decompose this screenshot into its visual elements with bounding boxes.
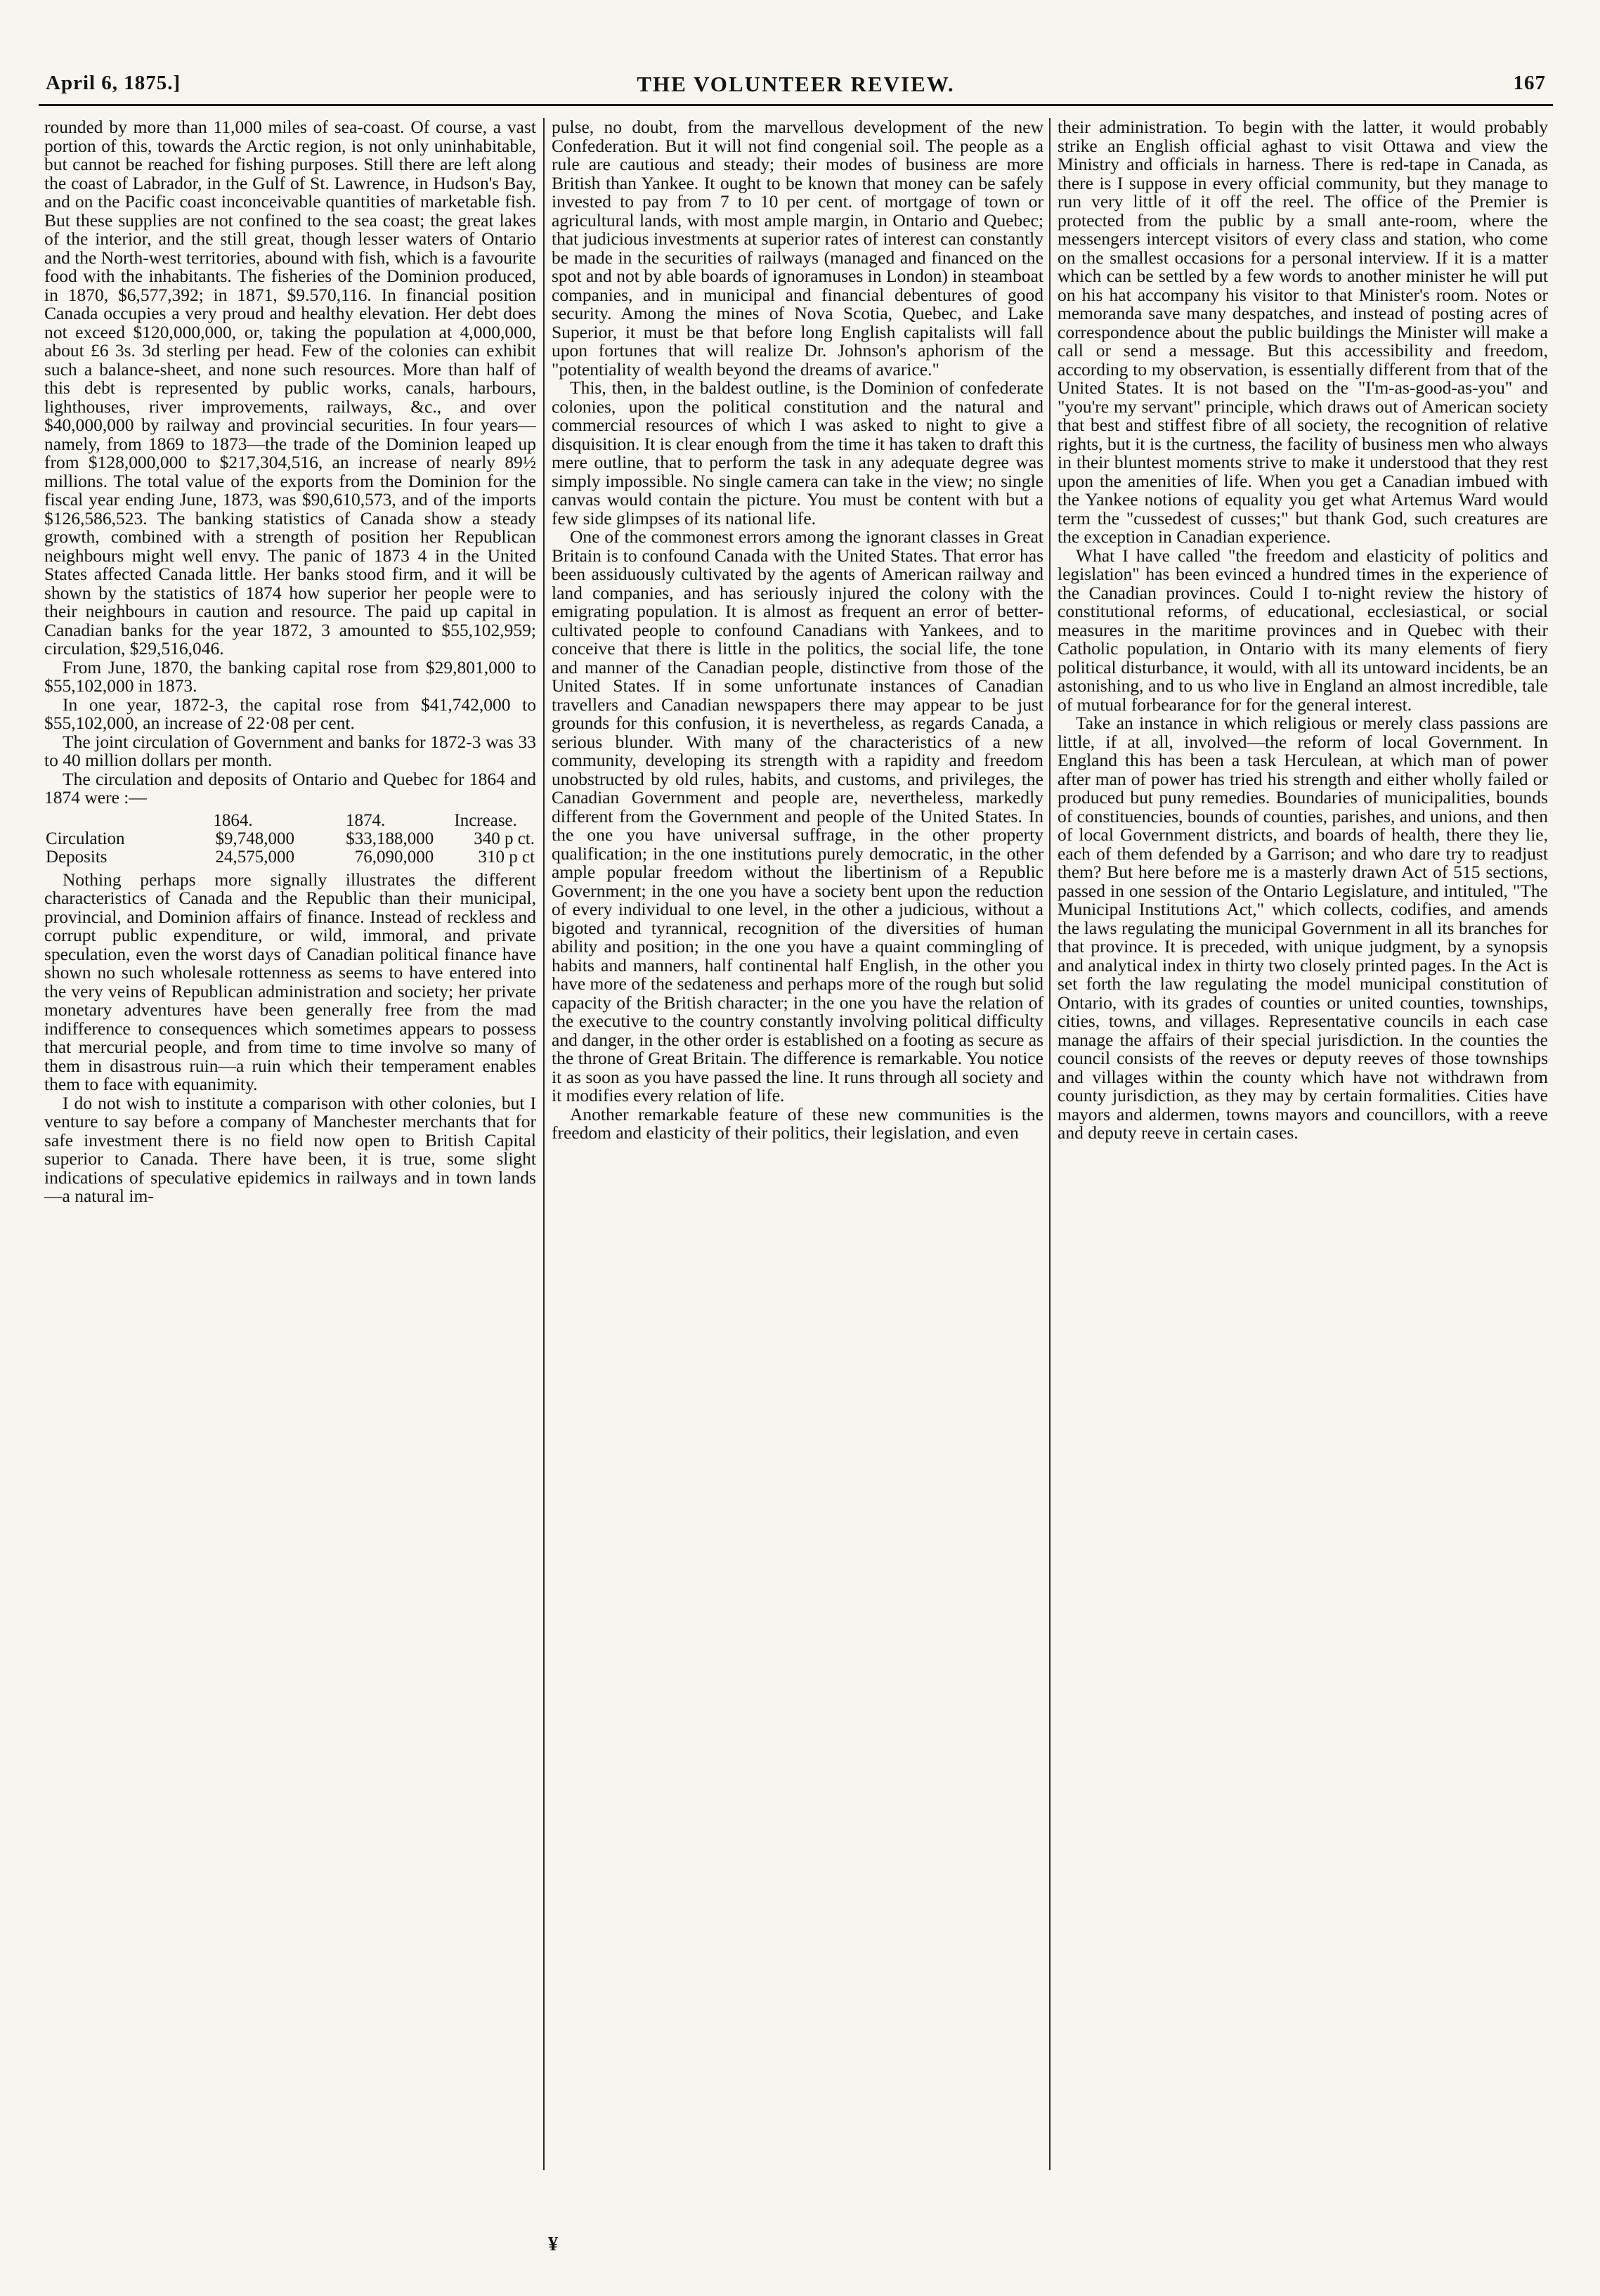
column-3 bbox=[1058, 118, 1548, 2170]
article-paragraph: Nothing perhaps more signally illustrates the different characteristics of Canada and the Republic than their municipal, provincial, and Dominion affairs of finance. Instead of reckless and corrupt public expenditure, or wild, immoral, and private speculation, even the worst days of Canadian political finance have shown no such wholesale rottenness as seems to have entered into the very veins of Republican administration and society; her private monetary adventures have been generally free from the mad indifference to consequences which sometimes appears to possess that mercurial people, and from time to time involve so many of them in disastrous ruin—a ruin which their temperament enables them to face with equanimity. bbox=[44, 869, 536, 1094]
column-divider bbox=[543, 118, 545, 2170]
table-row bbox=[44, 848, 536, 867]
article-paragraph: The joint circulation of Government and banks for 1872-3 was 33 to 40 million dollars per month. bbox=[44, 731, 536, 770]
article-paragraph: their administration. To begin with the latter, it would probably strike an English official aghast to visit Ottawa and view the Ministry and officials in harness. There is red-tape in Canada, as there is I suppose in every official community, but they manage to run very little of it off the reel. The office of the Premier is protected from the public by a small ante-room, where the messengers intercept visitors of every class and station, who come on the smallest occasions for a personal interview. If it is a matter which can be settled by a few words to another minister he will put on his hat accompany his visitor to that Minister's room. Notes or memoranda save many despatches, and instead of posting acres of correspondence about the public buildings the Minister will make a call or send a message. But this accessibility and freedom, according to my observation, is essentially different from that of the United States. It is not based on the "I'm-as-good-as-you" and "you're my servant" principle, which draws out of American society that best and stiffest fibre of all society, the recognition of relative rights, but it is the curtness, the facility of business men who always in their bluntest moments strive to make it understood that they rest upon the amenities of life. When you get a Canadian imbued with the Yankee notions of equality you get what Artemus Ward would term the "cussedest of cusses;" but thank God, such creatures are the exception in Canadian experience. bbox=[1058, 118, 1548, 547]
article-paragraph: What I have called "the freedom and elasticity of politics and legislation" has been evinced a hundred times in the experience of the Canadian provinces. Could I to-night review the history of constitutional reforms, of educational, ecclesiastical, or social measures in the maritime provinces and in Quebec with their Catholic population, in Ontario with its many elements of fiery political disturbance, it would, with all its untoward incidents, be an astonishing, and to us who live in England an almost incredible, tale of mutual forbearance for for the general interest. bbox=[1058, 545, 1548, 715]
table-header-cell: 1874. bbox=[346, 810, 386, 830]
footer-mark: ¥ bbox=[548, 2233, 558, 2255]
table-cell: Circulation bbox=[46, 829, 125, 848]
table-cell: $33,188,000 bbox=[346, 829, 434, 848]
table-cell: Deposits bbox=[46, 847, 108, 867]
article-paragraph: From June, 1870, the banking capital rose from $29,801,000 to $55,102,000 in 1873. bbox=[44, 656, 536, 696]
publication-title: THE VOLUNTEER REVIEW. bbox=[637, 72, 955, 96]
table-cell: 310 p ct bbox=[478, 847, 535, 867]
article-paragraph: This, then, in the baldest outline, is the Dominion of confederate colonies, upon the political constitution and the natural and commercial resources of which I was asked to night to give a disquisition. It is clear enough from the time it has taken to draft this mere outline, that to perform the task in any adequate degree was simply impossible. No single camera can take in the view; no single canvas would contain the picture. You must be content with but a few side glimpses of its national life. bbox=[552, 377, 1043, 528]
table-cell: 24,575,000 bbox=[215, 847, 295, 867]
article-paragraph: Take an instance in which religious or merely class passions are little, if at all, involved—the reform of local Government. In England this has been a task Herculean, at which man of power after man of power has tried his strength and either wholly failed or produced but puny remedies. Boundaries of municipalities, bounds of constituencies, bounds of counties, parishes, and unions, and then of local Government districts, and boards of health, there they lie, each of them defended by a Garrison; and who dare try to readjust them? But here before me is a masterly drawn Act of 515 sections, passed in one session of the Ontario Legislature, and intituled, "The Municipal Institutions Act," which collects, codifies, and amends the laws regulating the municipal Government in all its branches for that province. It is preceded, with unique judgment, by a synopsis and analytical index in thirty two closely printed pages. In the Act is set forth the law regulating the model municipal constitution of Ontario, with its grades of counties or united counties, townships, cities, towns, and villages. Representative councils in each case manage the affairs of their special jurisdiction. In the counties the council consists of the reeves or deputy reeves of those townships and villages within the county which have not withdrawn from county jurisdiction, as they may by certain formalities. Cities have mayors and aldermen, towns mayors and councillors, with a reeve and deputy reeve in certain cases. bbox=[1058, 713, 1548, 1143]
table-header-cell bbox=[44, 812, 170, 830]
issue-date: April 6, 1875.] bbox=[46, 72, 181, 94]
column-2 bbox=[552, 118, 1043, 2170]
article-body bbox=[39, 118, 1553, 2170]
article-paragraph: I do not wish to institute a comparison with other colonies, but I venture to say before a company of Manchester merchants that for safe investment there is no field now open to British Capital superior to Canada. There have been, it is true, some slight indications of speculative epidemics in railways and in town lands—a natural im- bbox=[44, 1092, 536, 1206]
page-header bbox=[39, 21, 1553, 106]
circulation-deposits-table bbox=[44, 812, 536, 867]
table-cell: 340 p ct. bbox=[474, 829, 535, 848]
article-paragraph: rounded by more than 11,000 miles of sea-coast. Of course, a vast portion of this, towards the Arctic region, is not only uninhabitable, but cannot be reached for fishing purposes. Still there are left along the coast of Labrador, in the Gulf of St. Lawrence, in Hudson's Bay, and on the Pacific coast inconceivable quantities of marketable fish. But these supplies are not confined to the sea coast; the great lakes of the interior, and the still great, though lesser waters of Ontario and the North-west territories, abound with fish, which is a favourite food with the inhabitants. The fisheries of the Dominion produced, in 1870, $6,577,392; in 1871, $9.570,116. In financial position Canada occupies a very proud and healthy elevation. Her debt does not exceed $120,000,000, or, taking the population at 4,000,000, about £6 3s. 3d sterling per head. Few of the colonies can exhibit such a balance-sheet, and none such resources. More than half of this debt is represented by public works, canals, harbours, lighthouses, river improvements, railways, &c., and over $40,000,000 by railway and provincial securities. In four years—namely, from 1869 to 1873—the trade of the Dominion leaped up from $128,000,000 to $217,304,516, an increase of nearly 89½ millions. The total value of the exports from the Dominion for the fiscal year ending June, 1873, was $90,610,573, and of the imports $126,586,523. The banking statistics of Canada show a steady growth, combined with a strength of position her Republican neighbours might well envy. The panic of 1873 4 in the United States affected Canada little. Her banks stood firm, and it will be shown by the statistics of 1874 how superior her people were to their neighbours in caution and resource. The paid up capital in Canadian banks for the year 1872, 3 amounted to $55,102,959; circulation, $29,516,046. bbox=[44, 118, 536, 659]
article-paragraph: pulse, no doubt, from the marvellous development of the new Confederation. But it will not find congenial soil. The people as a rule are cautious and steady; their modes of business are more British than Yankee. It ought to be known that money can be safely invested to pay from 7 to 10 per cent. of mortgage of town or agricultural lands, with most ample margin, in Ontario and Quebec; that judicious investments at superior rates of interest can constantly be made in the securities of railways (managed and financed on the spot and not by able boards of ignoramuses in London) in steamboat companies, and in municipal and financial debentures of good security. Among the mines of Nova Scotia, Quebec, and Lake Superior, it must be that before long English capitalists will fall upon fortunes that will realize Dr. Johnson's aphorism of the "potentiality of wealth beyond the dreams of avarice." bbox=[552, 118, 1043, 380]
table-header-row bbox=[44, 812, 536, 830]
table-cell: $9,748,000 bbox=[215, 829, 295, 848]
column-divider bbox=[1049, 118, 1051, 2170]
table-row bbox=[44, 830, 536, 848]
table-header-cell: Increase. bbox=[454, 810, 517, 830]
table-cell: 76,090,000 bbox=[354, 847, 434, 867]
page-number: 167 bbox=[1513, 72, 1546, 94]
article-paragraph: In one year, 1872-3, the capital rose from $41,742,000 to $55,102,000, an increase of 22·08 per cent. bbox=[44, 694, 536, 733]
column-1 bbox=[44, 118, 536, 2170]
article-paragraph: One of the commonest errors among the ignorant classes in Great Britain is to confound Canada with the United States. That error has been assiduously cultivated by the agents of American railway and land companies, and has seriously injured the colony with the emigrating population. It is almost as frequent an error of better-cultivated people to confound Canadians with Yankees, and to conceive that there is little in the politics, the social life, the tone and manner of the Canadian people, distinctive from those of the United States. If in some unfortunate instances of Canadian travellers and Canadian newspapers there may appear to be just grounds for this confusion, it is nevertheless, as regards Canada, a serious blunder. With many of the characteristics of a new community, developing its strength with a rapidity and freedom unobstructed by old rules, habits, and customs, and privileges, the Canadian Government and people are, nevertheless, markedly different from the Government and people of the United States. In the one you have universal suffrage, in the other property qualification; in the one institutions purely democratic, in the other ample popular freedom without the libertinism of a Republic Government; in the one you have a society bent upon the reduction of every individual to one level, in the other a judicious, without a bigoted and tyrannical, recognition of the diversities of human ability and position; in the one you have a quaint commingling of habits and manners, half continental half English, in the other you have more of the sedateness and perhaps more of the rough but solid capacity of the British character; in the one you have the relation of the executive to the country constantly involving political difficulty and danger, in the other order is established on a footing as secure as the throne of Great Britain. The difference is remarkable. You notice it as soon as you have passed the line. It runs through all society and it modifies every relation of life. bbox=[552, 526, 1043, 1105]
article-paragraph: The circulation and deposits of Ontario and Quebec for 1864 and 1874 were :— bbox=[44, 768, 536, 808]
table-header-cell: 1864. bbox=[213, 810, 253, 830]
article-paragraph: Another remarkable feature of these new communities is the freedom and elasticity of their politics, their legislation, and even bbox=[552, 1103, 1043, 1143]
